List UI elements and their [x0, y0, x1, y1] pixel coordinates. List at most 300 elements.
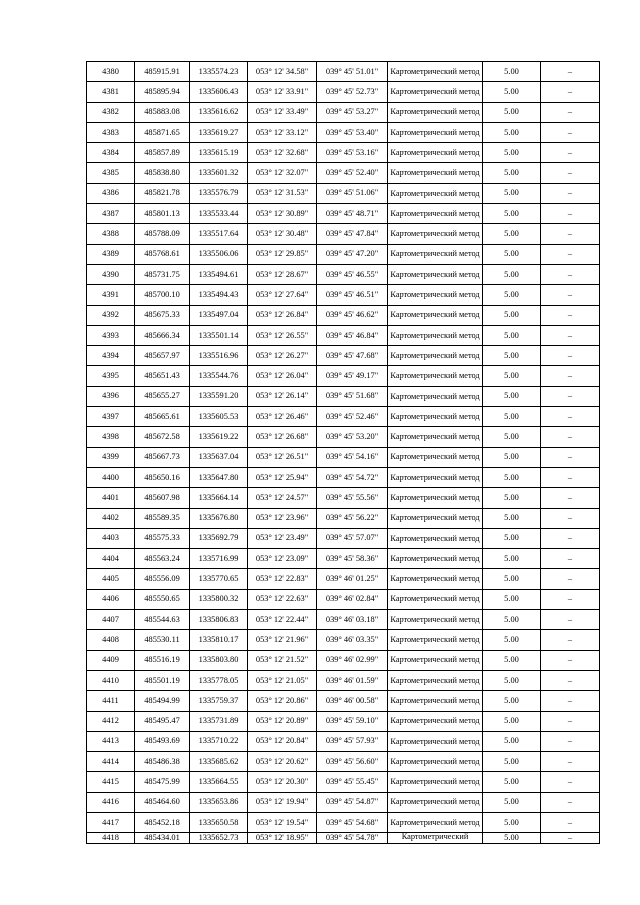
note-cell: –	[541, 792, 600, 812]
table-row	[87, 285, 600, 305]
table-row	[87, 386, 600, 406]
accuracy-cell: 5.00	[483, 143, 541, 163]
table-row	[87, 325, 600, 345]
x-coordinate-cell: 485883.08	[135, 102, 190, 122]
longitude-cell: 039° 45' 51.01"	[317, 62, 388, 82]
y-coordinate-cell: 1335664.55	[190, 772, 248, 792]
longitude-cell: 039° 46' 01.59"	[317, 670, 388, 690]
table-row	[87, 346, 600, 366]
accuracy-cell: 5.00	[483, 610, 541, 630]
accuracy-cell: 5.00	[483, 366, 541, 386]
table-row	[87, 792, 600, 812]
table-row	[87, 670, 600, 690]
accuracy-cell: 5.00	[483, 285, 541, 305]
longitude-cell: 039° 45' 53.16"	[317, 143, 388, 163]
longitude-cell: 039° 45' 54.78"	[317, 833, 388, 844]
latitude-cell: 053° 12' 20.30"	[248, 772, 317, 792]
note-cell: –	[541, 650, 600, 670]
point-number-cell: 4415	[87, 772, 135, 792]
y-coordinate-cell: 1335544.76	[190, 366, 248, 386]
method-cell: Картометрический метод	[388, 488, 483, 508]
y-coordinate-cell: 1335605.53	[190, 407, 248, 427]
accuracy-cell: 5.00	[483, 691, 541, 711]
longitude-cell: 039° 45' 53.27"	[317, 102, 388, 122]
point-number-cell: 4384	[87, 143, 135, 163]
y-coordinate-cell: 1335501.14	[190, 325, 248, 345]
note-cell: –	[541, 528, 600, 548]
table-row	[87, 467, 600, 487]
note-cell: –	[541, 610, 600, 630]
method-cell: Картометрический метод	[388, 325, 483, 345]
table-row	[87, 528, 600, 548]
accuracy-cell: 5.00	[483, 62, 541, 82]
x-coordinate-cell: 485434.01	[135, 833, 190, 844]
longitude-cell: 039° 45' 52.40"	[317, 163, 388, 183]
accuracy-cell: 5.00	[483, 508, 541, 528]
x-coordinate-cell: 485700.10	[135, 285, 190, 305]
longitude-cell: 039° 45' 47.84"	[317, 224, 388, 244]
table-row	[87, 630, 600, 650]
y-coordinate-cell: 1335574.23	[190, 62, 248, 82]
note-cell: –	[541, 752, 600, 772]
y-coordinate-cell: 1335803.80	[190, 650, 248, 670]
table-row	[87, 610, 600, 630]
table-row	[87, 752, 600, 772]
table-row	[87, 143, 600, 163]
method-cell: Картометрический метод	[388, 346, 483, 366]
point-number-cell: 4385	[87, 163, 135, 183]
method-cell: Картометрический метод	[388, 792, 483, 812]
table-row	[87, 691, 600, 711]
note-cell: –	[541, 366, 600, 386]
longitude-cell: 039° 45' 46.51"	[317, 285, 388, 305]
accuracy-cell: 5.00	[483, 305, 541, 325]
note-cell: –	[541, 244, 600, 264]
longitude-cell: 039° 45' 58.36"	[317, 549, 388, 569]
latitude-cell: 053° 12' 28.67"	[248, 264, 317, 284]
note-cell: –	[541, 407, 600, 427]
y-coordinate-cell: 1335770.65	[190, 569, 248, 589]
accuracy-cell: 5.00	[483, 447, 541, 467]
accuracy-cell: 5.00	[483, 244, 541, 264]
longitude-cell: 039° 45' 54.87"	[317, 792, 388, 812]
accuracy-cell: 5.00	[483, 731, 541, 751]
x-coordinate-cell: 485821.78	[135, 183, 190, 203]
x-coordinate-cell: 485871.65	[135, 122, 190, 142]
y-coordinate-cell: 1335616.62	[190, 102, 248, 122]
x-coordinate-cell: 485493.69	[135, 731, 190, 751]
x-coordinate-cell: 485544.63	[135, 610, 190, 630]
latitude-cell: 053° 12' 29.85"	[248, 244, 317, 264]
table-row	[87, 305, 600, 325]
table-row	[87, 447, 600, 467]
accuracy-cell: 5.00	[483, 163, 541, 183]
y-coordinate-cell: 1335653.86	[190, 792, 248, 812]
longitude-cell: 039° 46' 02.99"	[317, 650, 388, 670]
latitude-cell: 053° 12' 23.09"	[248, 549, 317, 569]
method-cell: Картометрический метод	[388, 82, 483, 102]
accuracy-cell: 5.00	[483, 264, 541, 284]
method-cell: Картометрический метод	[388, 62, 483, 82]
latitude-cell: 053° 12' 25.94"	[248, 467, 317, 487]
point-number-cell: 4417	[87, 812, 135, 832]
accuracy-cell: 5.00	[483, 528, 541, 548]
point-number-cell: 4399	[87, 447, 135, 467]
longitude-cell: 039° 45' 51.06"	[317, 183, 388, 203]
method-cell: Картометрический	[388, 833, 483, 844]
point-number-cell: 4407	[87, 610, 135, 630]
method-cell: Картометрический метод	[388, 183, 483, 203]
x-coordinate-cell: 485667.73	[135, 447, 190, 467]
point-number-cell: 4418	[87, 833, 135, 844]
note-cell: –	[541, 508, 600, 528]
x-coordinate-cell: 485494.99	[135, 691, 190, 711]
method-cell: Картометрический метод	[388, 752, 483, 772]
y-coordinate-cell: 1335692.79	[190, 528, 248, 548]
longitude-cell: 039° 45' 53.40"	[317, 122, 388, 142]
note-cell: –	[541, 102, 600, 122]
table-row	[87, 488, 600, 508]
note-cell: –	[541, 630, 600, 650]
accuracy-cell: 5.00	[483, 122, 541, 142]
method-cell: Картометрический метод	[388, 508, 483, 528]
longitude-cell: 039° 45' 57.93"	[317, 731, 388, 751]
coordinates-table	[86, 61, 600, 844]
accuracy-cell: 5.00	[483, 407, 541, 427]
longitude-cell: 039° 45' 47.68"	[317, 346, 388, 366]
latitude-cell: 053° 12' 26.14"	[248, 386, 317, 406]
note-cell: –	[541, 143, 600, 163]
accuracy-cell: 5.00	[483, 772, 541, 792]
note-cell: –	[541, 224, 600, 244]
x-coordinate-cell: 485731.75	[135, 264, 190, 284]
note-cell: –	[541, 569, 600, 589]
y-coordinate-cell: 1335731.89	[190, 711, 248, 731]
y-coordinate-cell: 1335637.04	[190, 447, 248, 467]
point-number-cell: 4414	[87, 752, 135, 772]
accuracy-cell: 5.00	[483, 183, 541, 203]
table-row	[87, 122, 600, 142]
x-coordinate-cell: 485501.19	[135, 670, 190, 690]
x-coordinate-cell: 485589.35	[135, 508, 190, 528]
note-cell: –	[541, 467, 600, 487]
table-row	[87, 244, 600, 264]
longitude-cell: 039° 46' 03.18"	[317, 610, 388, 630]
accuracy-cell: 5.00	[483, 467, 541, 487]
y-coordinate-cell: 1335576.79	[190, 183, 248, 203]
table-row	[87, 102, 600, 122]
y-coordinate-cell: 1335497.04	[190, 305, 248, 325]
accuracy-cell: 5.00	[483, 102, 541, 122]
longitude-cell: 039° 45' 52.73"	[317, 82, 388, 102]
y-coordinate-cell: 1335676.80	[190, 508, 248, 528]
point-number-cell: 4397	[87, 407, 135, 427]
note-cell: –	[541, 305, 600, 325]
method-cell: Картометрический метод	[388, 163, 483, 183]
latitude-cell: 053° 12' 23.49"	[248, 528, 317, 548]
note-cell: –	[541, 427, 600, 447]
point-number-cell: 4400	[87, 467, 135, 487]
latitude-cell: 053° 12' 26.27"	[248, 346, 317, 366]
table-row	[87, 204, 600, 224]
latitude-cell: 053° 12' 32.68"	[248, 143, 317, 163]
method-cell: Картометрический метод	[388, 812, 483, 832]
y-coordinate-cell: 1335619.22	[190, 427, 248, 447]
y-coordinate-cell: 1335533.44	[190, 204, 248, 224]
x-coordinate-cell: 485495.47	[135, 711, 190, 731]
x-coordinate-cell: 485666.34	[135, 325, 190, 345]
note-cell: –	[541, 204, 600, 224]
method-cell: Картометрический метод	[388, 285, 483, 305]
y-coordinate-cell: 1335516.96	[190, 346, 248, 366]
point-number-cell: 4401	[87, 488, 135, 508]
x-coordinate-cell: 485801.13	[135, 204, 190, 224]
x-coordinate-cell: 485675.33	[135, 305, 190, 325]
y-coordinate-cell: 1335615.19	[190, 143, 248, 163]
point-number-cell: 4383	[87, 122, 135, 142]
note-cell: –	[541, 325, 600, 345]
point-number-cell: 4403	[87, 528, 135, 548]
note-cell: –	[541, 447, 600, 467]
x-coordinate-cell: 485530.11	[135, 630, 190, 650]
x-coordinate-cell: 485550.65	[135, 589, 190, 609]
point-number-cell: 4394	[87, 346, 135, 366]
method-cell: Картометрический метод	[388, 731, 483, 751]
latitude-cell: 053° 12' 22.63"	[248, 589, 317, 609]
accuracy-cell: 5.00	[483, 589, 541, 609]
longitude-cell: 039° 45' 49.17"	[317, 366, 388, 386]
method-cell: Картометрический метод	[388, 264, 483, 284]
y-coordinate-cell: 1335778.05	[190, 670, 248, 690]
table-body	[87, 62, 600, 844]
y-coordinate-cell: 1335619.27	[190, 122, 248, 142]
latitude-cell: 053° 12' 26.46"	[248, 407, 317, 427]
longitude-cell: 039° 45' 53.20"	[317, 427, 388, 447]
longitude-cell: 039° 46' 00.58"	[317, 691, 388, 711]
x-coordinate-cell: 485464.60	[135, 792, 190, 812]
note-cell: –	[541, 62, 600, 82]
table-row	[87, 772, 600, 792]
accuracy-cell: 5.00	[483, 792, 541, 812]
point-number-cell: 4391	[87, 285, 135, 305]
x-coordinate-cell: 485607.98	[135, 488, 190, 508]
latitude-cell: 053° 12' 26.51"	[248, 447, 317, 467]
note-cell: –	[541, 488, 600, 508]
method-cell: Картометрический метод	[388, 711, 483, 731]
latitude-cell: 053° 12' 24.57"	[248, 488, 317, 508]
note-cell: –	[541, 386, 600, 406]
method-cell: Картометрический метод	[388, 650, 483, 670]
table-row	[87, 711, 600, 731]
method-cell: Картометрический метод	[388, 407, 483, 427]
method-cell: Картометрический метод	[388, 610, 483, 630]
method-cell: Картометрический метод	[388, 305, 483, 325]
point-number-cell: 4380	[87, 62, 135, 82]
longitude-cell: 039° 45' 54.68"	[317, 812, 388, 832]
y-coordinate-cell: 1335494.43	[190, 285, 248, 305]
latitude-cell: 053° 12' 30.48"	[248, 224, 317, 244]
y-coordinate-cell: 1335810.17	[190, 630, 248, 650]
table-row	[87, 82, 600, 102]
y-coordinate-cell: 1335650.58	[190, 812, 248, 832]
y-coordinate-cell: 1335647.80	[190, 467, 248, 487]
table-row	[87, 62, 600, 82]
table-row	[87, 407, 600, 427]
x-coordinate-cell: 485651.43	[135, 366, 190, 386]
point-number-cell: 4396	[87, 386, 135, 406]
latitude-cell: 053° 12' 31.53"	[248, 183, 317, 203]
latitude-cell: 053° 12' 21.96"	[248, 630, 317, 650]
latitude-cell: 053° 12' 20.84"	[248, 731, 317, 751]
table-row	[87, 163, 600, 183]
longitude-cell: 039° 45' 52.46"	[317, 407, 388, 427]
y-coordinate-cell: 1335716.99	[190, 549, 248, 569]
note-cell: –	[541, 812, 600, 832]
point-number-cell: 4393	[87, 325, 135, 345]
table-row	[87, 731, 600, 751]
latitude-cell: 053° 12' 21.05"	[248, 670, 317, 690]
note-cell: –	[541, 264, 600, 284]
y-coordinate-cell: 1335800.32	[190, 589, 248, 609]
note-cell: –	[541, 122, 600, 142]
latitude-cell: 053° 12' 27.64"	[248, 285, 317, 305]
point-number-cell: 4387	[87, 204, 135, 224]
x-coordinate-cell: 485768.61	[135, 244, 190, 264]
accuracy-cell: 5.00	[483, 346, 541, 366]
accuracy-cell: 5.00	[483, 427, 541, 447]
method-cell: Картометрический метод	[388, 366, 483, 386]
longitude-cell: 039° 46' 03.35"	[317, 630, 388, 650]
note-cell: –	[541, 833, 600, 844]
latitude-cell: 053° 12' 33.91"	[248, 82, 317, 102]
table-row	[87, 264, 600, 284]
latitude-cell: 053° 12' 20.86"	[248, 691, 317, 711]
point-number-cell: 4390	[87, 264, 135, 284]
longitude-cell: 039° 45' 46.62"	[317, 305, 388, 325]
latitude-cell: 053° 12' 20.89"	[248, 711, 317, 731]
accuracy-cell: 5.00	[483, 204, 541, 224]
x-coordinate-cell: 485486.38	[135, 752, 190, 772]
accuracy-cell: 5.00	[483, 630, 541, 650]
method-cell: Картометрический метод	[388, 224, 483, 244]
accuracy-cell: 5.00	[483, 812, 541, 832]
latitude-cell: 053° 12' 22.83"	[248, 569, 317, 589]
y-coordinate-cell: 1335494.61	[190, 264, 248, 284]
latitude-cell: 053° 12' 30.89"	[248, 204, 317, 224]
point-number-cell: 4406	[87, 589, 135, 609]
y-coordinate-cell: 1335601.32	[190, 163, 248, 183]
y-coordinate-cell: 1335506.06	[190, 244, 248, 264]
longitude-cell: 039° 45' 54.72"	[317, 467, 388, 487]
latitude-cell: 053° 12' 19.94"	[248, 792, 317, 812]
y-coordinate-cell: 1335652.73	[190, 833, 248, 844]
latitude-cell: 053° 12' 22.44"	[248, 610, 317, 630]
note-cell: –	[541, 346, 600, 366]
point-number-cell: 4395	[87, 366, 135, 386]
y-coordinate-cell: 1335591.20	[190, 386, 248, 406]
latitude-cell: 053° 12' 26.84"	[248, 305, 317, 325]
x-coordinate-cell: 485895.94	[135, 82, 190, 102]
point-number-cell: 4382	[87, 102, 135, 122]
longitude-cell: 039° 45' 56.22"	[317, 508, 388, 528]
point-number-cell: 4412	[87, 711, 135, 731]
longitude-cell: 039° 46' 02.84"	[317, 589, 388, 609]
x-coordinate-cell: 485672.58	[135, 427, 190, 447]
accuracy-cell: 5.00	[483, 711, 541, 731]
y-coordinate-cell: 1335710.22	[190, 731, 248, 751]
method-cell: Картометрический метод	[388, 630, 483, 650]
point-number-cell: 4409	[87, 650, 135, 670]
note-cell: –	[541, 163, 600, 183]
method-cell: Картометрический метод	[388, 244, 483, 264]
x-coordinate-cell: 485452.18	[135, 812, 190, 832]
longitude-cell: 039° 45' 51.68"	[317, 386, 388, 406]
note-cell: –	[541, 731, 600, 751]
latitude-cell: 053° 12' 21.52"	[248, 650, 317, 670]
y-coordinate-cell: 1335517.64	[190, 224, 248, 244]
table-row	[87, 183, 600, 203]
latitude-cell: 053° 12' 32.07"	[248, 163, 317, 183]
table-row	[87, 427, 600, 447]
x-coordinate-cell: 485475.99	[135, 772, 190, 792]
point-number-cell: 4416	[87, 792, 135, 812]
x-coordinate-cell: 485665.61	[135, 407, 190, 427]
method-cell: Картометрический метод	[388, 386, 483, 406]
accuracy-cell: 5.00	[483, 488, 541, 508]
y-coordinate-cell: 1335806.83	[190, 610, 248, 630]
y-coordinate-cell: 1335664.14	[190, 488, 248, 508]
note-cell: –	[541, 589, 600, 609]
longitude-cell: 039° 45' 48.71"	[317, 204, 388, 224]
accuracy-cell: 5.00	[483, 752, 541, 772]
point-number-cell: 4398	[87, 427, 135, 447]
method-cell: Картометрический метод	[388, 772, 483, 792]
accuracy-cell: 5.00	[483, 549, 541, 569]
note-cell: –	[541, 711, 600, 731]
latitude-cell: 053° 12' 34.58"	[248, 62, 317, 82]
longitude-cell: 039° 45' 55.45"	[317, 772, 388, 792]
method-cell: Картометрический метод	[388, 122, 483, 142]
note-cell: –	[541, 82, 600, 102]
point-number-cell: 4392	[87, 305, 135, 325]
x-coordinate-cell: 485556.09	[135, 569, 190, 589]
point-number-cell: 4386	[87, 183, 135, 203]
point-number-cell: 4405	[87, 569, 135, 589]
point-number-cell: 4389	[87, 244, 135, 264]
accuracy-cell: 5.00	[483, 386, 541, 406]
accuracy-cell: 5.00	[483, 833, 541, 844]
method-cell: Картометрический метод	[388, 589, 483, 609]
latitude-cell: 053° 12' 20.62"	[248, 752, 317, 772]
note-cell: –	[541, 772, 600, 792]
note-cell: –	[541, 183, 600, 203]
method-cell: Картометрический метод	[388, 569, 483, 589]
longitude-cell: 039° 45' 46.55"	[317, 264, 388, 284]
accuracy-cell: 5.00	[483, 569, 541, 589]
x-coordinate-cell: 485788.09	[135, 224, 190, 244]
latitude-cell: 053° 12' 26.04"	[248, 366, 317, 386]
point-number-cell: 4411	[87, 691, 135, 711]
table-row	[87, 366, 600, 386]
note-cell: –	[541, 549, 600, 569]
method-cell: Картометрический метод	[388, 467, 483, 487]
longitude-cell: 039° 45' 56.60"	[317, 752, 388, 772]
longitude-cell: 039° 45' 54.16"	[317, 447, 388, 467]
table-row	[87, 833, 600, 844]
method-cell: Картометрический метод	[388, 549, 483, 569]
accuracy-cell: 5.00	[483, 224, 541, 244]
point-number-cell: 4402	[87, 508, 135, 528]
